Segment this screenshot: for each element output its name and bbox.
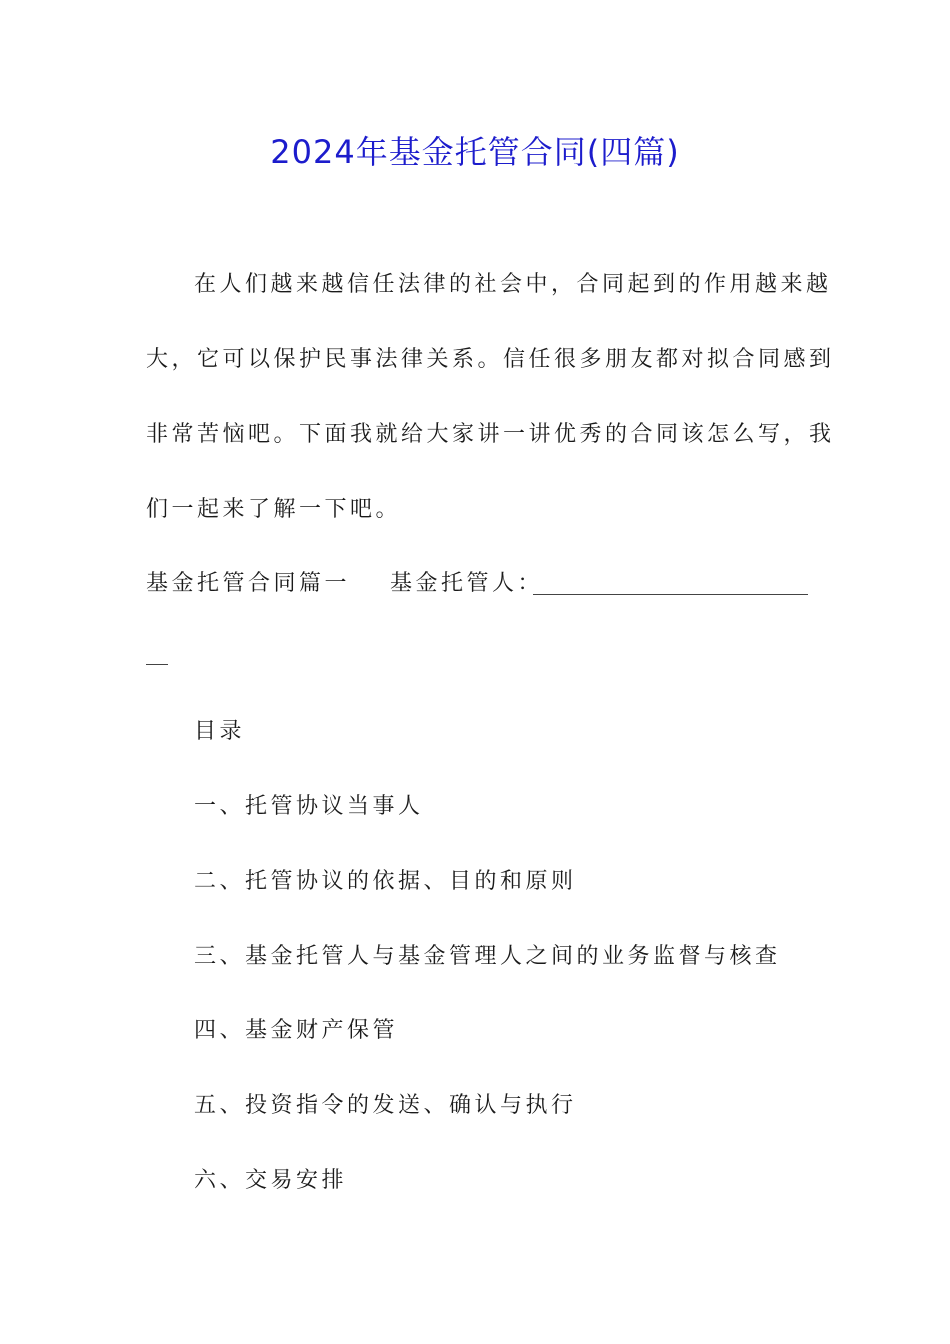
intro-paragraph-line-1: 在人们越来越信任法律的社会中，合同起到的作用越来越: [194, 272, 832, 297]
custodian-label: 基金托管人：: [390, 571, 544, 596]
intro-paragraph-line-3: 非常苦恼吧。下面我就给大家讲一讲优秀的合同该怎么写，我: [146, 422, 835, 447]
toc-item: 一、托管协议当事人: [194, 794, 424, 819]
custodian-blank-underline-continued: [146, 664, 168, 665]
intro-paragraph-line-4: 们一起来了解一下吧。: [146, 497, 402, 522]
toc-item: 五、投资指令的发送、确认与执行: [194, 1093, 577, 1118]
toc-item: 六、交易安排: [194, 1168, 348, 1193]
toc-heading: 目录: [194, 719, 246, 744]
toc-item: 四、基金财产保管: [194, 1018, 399, 1043]
custodian-signature-line: [146, 564, 808, 604]
toc-item: 二、托管协议的依据、目的和原则: [194, 869, 577, 894]
custodian-blank-underline: [533, 594, 808, 595]
toc-item: 三、基金托管人与基金管理人之间的业务监督与核查: [194, 944, 781, 969]
document-title: 2024年基金托管合同(四篇): [270, 133, 680, 171]
section-heading: 基金托管合同篇一: [146, 571, 351, 596]
intro-paragraph-line-2: 大，它可以保护民事法律关系。信任很多朋友都对拟合同感到: [146, 347, 835, 372]
